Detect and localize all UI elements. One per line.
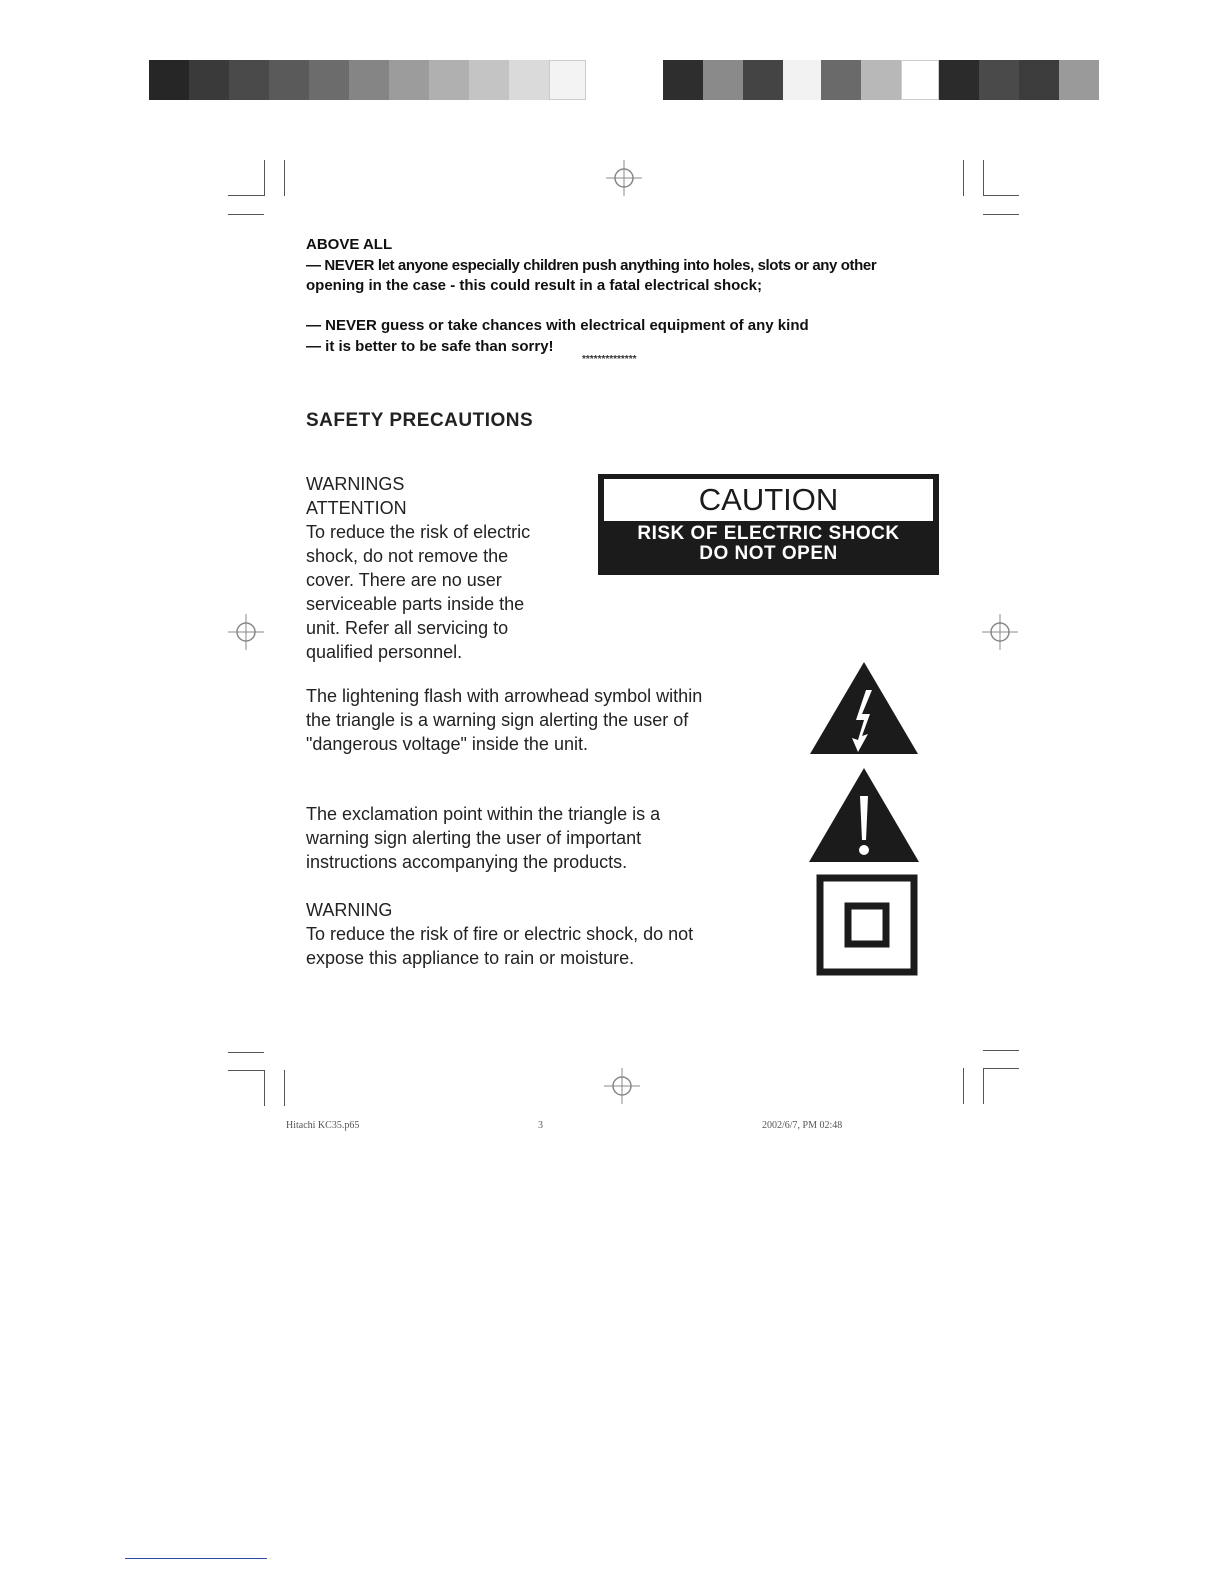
- warnings-line: WARNINGS: [306, 474, 405, 494]
- color-bar-right: [663, 60, 1099, 100]
- caution-subtitle: [598, 524, 939, 564]
- lightning-line: The lightening flash with arrowhead symbol within: [306, 686, 703, 706]
- exclamation-line: instructions accompanying the products.: [306, 852, 628, 872]
- lightning-line: "dangerous voltage" inside the unit.: [306, 734, 588, 754]
- warnings-line: unit. Refer all servicing to: [306, 618, 509, 638]
- registration-mark-right: [980, 612, 1020, 652]
- above-all-line-2: opening in the case - this could result in a fatal electrical shock;: [306, 277, 762, 294]
- warning-heading: WARNING: [306, 900, 393, 920]
- exclamation-description: [306, 802, 660, 874]
- warning-line-2: expose this appliance to rain or moisture.: [306, 948, 635, 968]
- registration-mark-left: [226, 612, 266, 652]
- caution-title: CAUTION: [604, 479, 933, 521]
- lightning-line: the triangle is a warning sign alerting the user of: [306, 710, 689, 730]
- exclamation-triangle-icon: [807, 766, 921, 864]
- above-all-line-1: — NEVER let anyone especially children push anything into holes, slots or any other: [306, 257, 877, 274]
- caution-line-1: RISK OF ELECTRIC SHOCK: [637, 523, 900, 544]
- warning-block: [306, 898, 693, 970]
- above-all-line-3: — NEVER guess or take chances with electrical equipment of any kind: [306, 317, 809, 334]
- footer-filename: Hitachi KC35.p65: [286, 1120, 360, 1131]
- above-all-heading: ABOVE ALL: [306, 236, 393, 253]
- footer-page-number: 3: [538, 1120, 543, 1131]
- warnings-line: shock, do not remove the: [306, 546, 509, 566]
- warnings-line: cover. There are no user: [306, 570, 502, 590]
- warnings-line: To reduce the risk of electric: [306, 522, 531, 542]
- color-bar-left: [149, 60, 586, 100]
- double-square-icon: [816, 874, 918, 976]
- exclamation-line: warning sign alerting the user of important: [306, 828, 642, 848]
- exclamation-line: The exclamation point within the triangle is a: [306, 804, 661, 824]
- lightning-triangle-icon: [808, 660, 920, 756]
- registration-mark-bottom: [602, 1066, 642, 1106]
- separator-stars: **************: [582, 354, 637, 365]
- lightning-description: [306, 684, 702, 756]
- warning-line-1: To reduce the risk of fire or electric shock, do not: [306, 924, 694, 944]
- caution-line-2: DO NOT OPEN: [699, 543, 838, 564]
- caution-label: [598, 474, 939, 575]
- above-all-line-4: — it is better to be safe than sorry!: [306, 338, 554, 355]
- warnings-line: ATTENTION: [306, 498, 407, 518]
- warnings-line: serviceable parts inside the: [306, 594, 525, 614]
- warnings-block: [306, 472, 530, 664]
- registration-mark-top: [604, 158, 644, 198]
- safety-precautions-heading: SAFETY PRECAUTIONS: [306, 410, 534, 431]
- footnote-rule: [125, 1558, 267, 1559]
- footer-timestamp: 2002/6/7, PM 02:48: [762, 1120, 843, 1131]
- warnings-line: qualified personnel.: [306, 642, 463, 662]
